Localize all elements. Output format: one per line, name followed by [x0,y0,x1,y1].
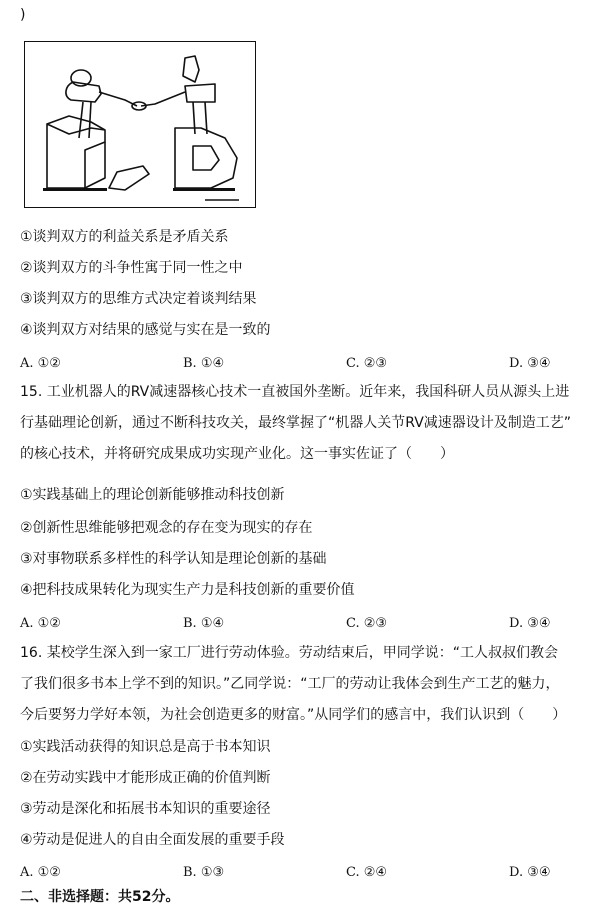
q16-option-a[interactable]: A. ①② [20,865,61,880]
q16-statement-2: ②在劳动实践中才能形成正确的价值判断 [20,770,271,786]
q16-option-d[interactable]: D. ③④ [509,865,551,880]
q14-option-c[interactable]: C. ②③ [346,356,388,371]
q16-statement-1: ①实践活动获得的知识总是高于书本知识 [20,739,271,755]
q16-stem-line-1: 16. 某校学生深入到一家工厂进行劳动体验。劳动结束后，甲同学说：“工人叔叔们教会 [20,645,558,661]
q15-option-b[interactable]: B. ①④ [183,616,225,631]
q16-stem-line-2: 了我们很多书本上学不到的知识。”乙同学说：“工厂的劳动让我体会到生产工艺的魅力， [20,676,560,692]
q14-option-b[interactable]: B. ①④ [183,356,225,371]
q14-option-a[interactable]: A. ①② [20,356,61,371]
handshake-illustration [25,42,254,206]
q15-stem-line-2: 行基础理论创新，通过不断科技攻关，最终掌握了“机器人关节RV减速器设计及制造工艺” [20,415,572,431]
top-paren: ) [20,7,26,23]
q15-option-d[interactable]: D. ③④ [509,616,551,631]
q14-statement-3: ③谈判双方的思维方式决定着谈判结果 [20,291,257,307]
q15-option-c[interactable]: C. ②③ [346,616,388,631]
q14-statement-1: ①谈判双方的利益关系是矛盾关系 [20,229,229,245]
q16-option-b[interactable]: B. ①③ [183,865,225,880]
q15-option-a[interactable]: A. ①② [20,616,61,631]
q16-statement-3: ③劳动是深化和拓展书本知识的重要途径 [20,801,271,817]
q15-stem-line-1: 15. 工业机器人的RV减速器核心技术一直被国外垄断。近年来，我国科研人员从源头上进 [20,384,570,400]
section-2-heading: 二、非选择题：共52分。 [20,889,180,905]
q15-statement-1: ①实践基础上的理论创新能够推动科技创新 [20,487,285,503]
q15-statement-2: ②创新性思维能够把观念的存在变为现实的存在 [20,520,313,536]
q16-option-c[interactable]: C. ②④ [346,865,388,880]
q14-statement-2: ②谈判双方的斗争性寓于同一性之中 [20,260,243,276]
q15-stem-line-3: 的核心技术，并将研究成果成功实现产业化。这一事实佐证了（ ） [20,446,454,462]
q16-stem-line-3: 今后要努力学好本领，为社会创造更多的财富。”从同学们的感言中，我们认识到（ ） [20,707,567,723]
q15-statement-3: ③对事物联系多样性的科学认知是理论创新的基础 [20,551,327,567]
q15-statement-4: ④把科技成果转化为现实生产力是科技创新的重要价值 [20,582,355,598]
negotiation-cartoon [24,41,256,208]
q14-statement-4: ④谈判双方对结果的感觉与实在是一致的 [20,322,271,338]
q16-statement-4: ④劳动是促进人的自由全面发展的重要手段 [20,832,285,848]
q14-option-d[interactable]: D. ③④ [509,356,551,371]
